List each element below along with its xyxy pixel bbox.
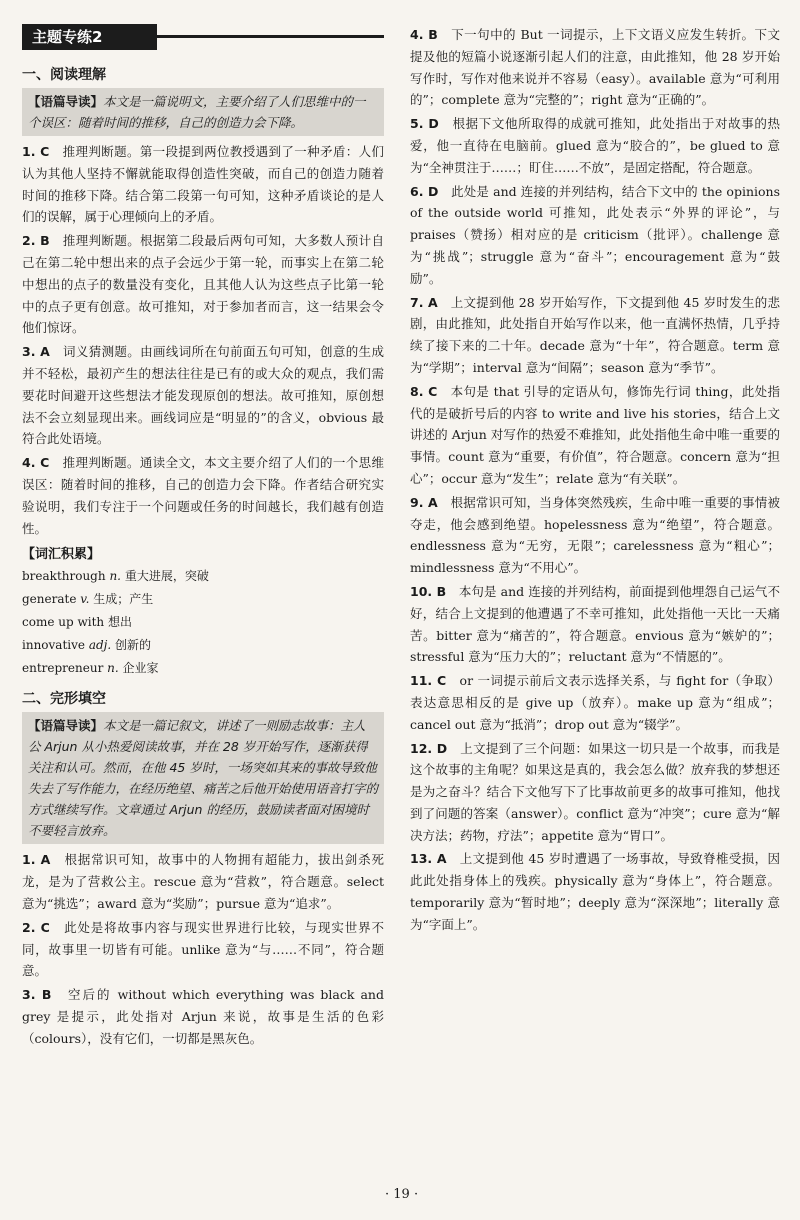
answer-number: 12. D [410, 740, 448, 756]
vocab-meaning: 企业家 [122, 661, 159, 676]
answer-number: 9. A [410, 494, 438, 510]
vocab-word: innovative [22, 638, 85, 653]
answer-item [22, 849, 384, 914]
answer-number: 5. D [410, 116, 439, 132]
answer-text: 推理判断题。第一段提到两位教授遇到了一种矛盾：人们认为其他人坚持不懈就能取得创造性突破，而自己的创造力随着时间的推移下降。结合第二段第一句可知，这种矛盾谈论的是人们的误解，属于心理倾向上的矛盾。 [22, 144, 384, 225]
vocab-entry [22, 611, 384, 634]
guide-text: 本文是一篇说明文，主要介绍了人们思维中的一个误区：随着时间的推移，自己的创造力会下降。 [28, 94, 366, 130]
answer-text: 上文提到了三个问题：如果这一切只是一个故事，而我是这个故事的主角呢？如果这是真的，我会怎么做？放弃我的梦想还是为之奋斗？结合下文他写下了比事故前更多的故事可推知，他找到了问题的答案（answer）。conflict 意为“冲突”；cure 意为“解决方法；药物，疗法”；appetite 意为“胃口”。 [410, 740, 780, 843]
page-number: · 19 · [385, 1187, 419, 1202]
answer-item [22, 341, 384, 450]
page-title [22, 24, 157, 50]
right-column [410, 24, 780, 938]
answer-number: 8. C [410, 383, 438, 399]
answer-number: 10. B [410, 583, 447, 599]
answer-number: 3. B [22, 987, 52, 1003]
answer-number: 11. C [410, 673, 447, 689]
answer-text: 此处是 and 连接的并列结构，结合下文中的 the opinions of the outside world 可推知，此处表示“外界的评论”，与 praises（赞扬）相对应的是 criticism（批评）。challenge 意为“挑战”；struggle 意为“奋斗”；encouragement 意为“鼓励”。 [410, 183, 780, 286]
vocab-word: generate [22, 592, 77, 607]
vocab-meaning: 想出 [107, 615, 132, 630]
vocab-pos: n. [109, 569, 121, 584]
vocab-meaning: 创新的 [115, 638, 152, 653]
vocab-heading: 【词汇积累】 [22, 547, 101, 563]
answer-text: 上文提到他 28 岁开始写作，下文提到他 45 岁时发生的悲剧，由此推知，此处指自开始写作以来，他一直满怀热情，几乎持续了接下来的二十年。decade 意为“十年”，符合题意。term 意为“学期”；interval 意为“间隔”；season 意为“季节”。 [410, 294, 780, 375]
answer-text: 推理判断题。通读全文，本文主要介绍了人们的一个思维误区：随着时间的推移，自己的创造力会下降。作者结合研究实验说明，我们专注于一个问题或任务的时间越长，我们越有创造性。 [22, 455, 384, 536]
title-block [22, 24, 384, 50]
reading-guide [22, 88, 384, 136]
answer-number: 4. B [410, 27, 438, 42]
answer-item [410, 113, 780, 178]
answer-item [410, 581, 780, 668]
answer-item [410, 738, 780, 847]
answer-item [410, 848, 780, 935]
answer-item [410, 24, 780, 111]
vocab-entry [22, 565, 384, 588]
answer-item [22, 230, 384, 339]
vocab-meaning: 生成；产生 [93, 592, 154, 607]
answer-text: 本句是 and 连接的并列结构，前面提到他埋怨自己运气不好，结合上文提到的他遭遇了不幸可推知，此处指他一天比一天痛苦。bitter 意为“痛苦的”，符合题意。envious 意为“嫉妒的”；stressful 意为“压力大的”；reluctant 意为“不情愿的”。 [410, 583, 780, 665]
answer-item [410, 381, 780, 490]
answer-number: 2. C [22, 919, 50, 935]
answer-item [410, 492, 780, 579]
answer-text: or 一词提示前后文表示选择关系，与 fight for（争取）表达意思相反的是 give up（放弃）。make up 意为“组成”；cancel out 意为“抵消”；drop out 意为“辍学”。 [410, 673, 780, 732]
answer-text: 上文提到他 45 岁时遭遇了一场事故，导致脊椎受损，因此此处指身体上的残疾。physically 意为“身体上”，符合题意。temporarily 意为“暂时地”；deeply 意为“深深地”；literally 意为“字面上”。 [410, 851, 780, 932]
guide-label: 【语篇导读】 [28, 94, 104, 109]
answer-number: 3. A [22, 344, 50, 360]
answer-item [410, 292, 780, 379]
answer-number: 7. A [410, 294, 438, 310]
answer-item [22, 141, 384, 228]
vocab-word: entrepreneur [22, 661, 104, 676]
vocab-word: breakthrough [22, 569, 106, 584]
answer-item [410, 670, 780, 735]
answer-text: 根据常识可知，故事中的人物拥有超能力，拔出剑杀死龙，是为了营救公主。rescue 意为“营救”，符合题意。select 意为“挑选”；award 意为“奖励”；pursue 意为“追求”。 [22, 852, 384, 911]
vocab-entry [22, 634, 384, 657]
answer-number: 6. D [410, 183, 439, 199]
answer-number: 2. B [22, 233, 50, 249]
answer-number: 13. A [410, 851, 447, 867]
answer-text: 词义猜测题。由画线词所在句前面五句可知，创意的生成并不轻松，最初产生的想法往往是已有的或大众的观点，我们需要花时间避开这些想法才能发现原创的想法。故可推知，原创想法不会立刻显现出来。画线词应是“明显的”的含义，obvious 最符合此处语境。 [22, 344, 384, 447]
answer-text: 此处是将故事内容与现实世界进行比较，与现实世界不同，故事里一切皆有可能。unlike 意为“与……不同”，符合题意。 [22, 919, 384, 979]
vocab-pos: v. [80, 592, 90, 607]
left-column [22, 24, 384, 1052]
answer-text: 下一句中的 But 一词提示，上下文语义应发生转折。下文提及他的短篇小说逐渐引起人们的注意，由此推知，他 28 岁开始写作时，写作对他来说并不容易（easy）。available 意为“可利用的”；complete 意为“完整的”；right 意为“正确的”。 [410, 27, 780, 108]
section-heading-reading: 一、阅读理解 [22, 67, 106, 83]
cloze-guide [22, 712, 384, 844]
vocab-meaning: 重大进展，突破 [124, 569, 209, 584]
guide-text: 本文是一篇记叙文，讲述了一则励志故事：主人公 Arjun 从小热爱阅读故事，并在 28 岁开始写作，逐渐获得关注和认可。然而，在他 45 岁时，一场突如其来的事故导致他失去了写作能力，在经历绝望、痛苦之后他开始使用语音打字的方式继续写作。文章通过 Arjun 的经历，鼓励读者面对困境时不要轻言放弃。 [28, 718, 379, 839]
answer-item [410, 181, 780, 290]
vocab-pos: adj. [88, 638, 112, 653]
vocab-list [22, 565, 384, 680]
vocab-pos: n. [107, 661, 119, 676]
answer-number: 4. C [22, 455, 50, 471]
answer-number: 1. A [22, 852, 51, 868]
answer-number: 1. C [22, 144, 50, 159]
section-heading-cloze: 二、完形填空 [22, 691, 106, 708]
page-title-text: 主题专练2 [32, 28, 103, 46]
answer-text: 推理判断题。根据第二段最后两句可知，大多数人预计自己在第二轮中想出来的点子会远少于第一轮，而事实上在第二轮中想出的点子的数量没有变化，且其他人认为这些点子比第一轮中的点子更有创意。故可推知，对于参加者而言，这一结果会令他们惊讶。 [22, 233, 384, 336]
vocab-entry [22, 657, 384, 680]
answer-item [22, 917, 384, 982]
guide-label: 【语篇导读】 [28, 718, 104, 734]
answer-text: 根据常识可知，当身体突然残疾，生命中唯一重要的事情被夺走，他会感到绝望。hopelessness 意为“绝望”，符合题意。endlessness 意为“无穷，无限”；carelessness 意为“粗心”；mindlessness 意为“不用心”。 [410, 494, 780, 576]
vocab-entry [22, 588, 384, 611]
vocab-word: come up with [22, 615, 105, 630]
answer-text: 本句是 that 引导的定语从句，修饰先行词 thing，此处指代的是破折号后的内容 to write and live his stories，结合上文讲述的 Arjun 对写作的热爱不难推知，此处指他生命中唯一重要的事情。count 意为“重要，有价值”，符合题意。concern 意为“担心”；occur 意为“发生”；relate 意为“有关联”。 [410, 383, 780, 486]
answer-text: 空后的 without which everything was black and grey 是提示，此处指对 Arjun 来说，故事是生活的色彩（colours），没有它们，一切都是黑灰色。 [22, 987, 384, 1046]
answer-item [22, 452, 384, 539]
answer-text: 根据下文他所取得的成就可推知，此处指出于对故事的热爱，他一直待在电脑前。glued 意为“胶合的”，be glued to 意为“全神贯注于……；盯住……不放”，是固定搭配，符合题意。 [410, 116, 780, 175]
answer-item [22, 984, 384, 1049]
